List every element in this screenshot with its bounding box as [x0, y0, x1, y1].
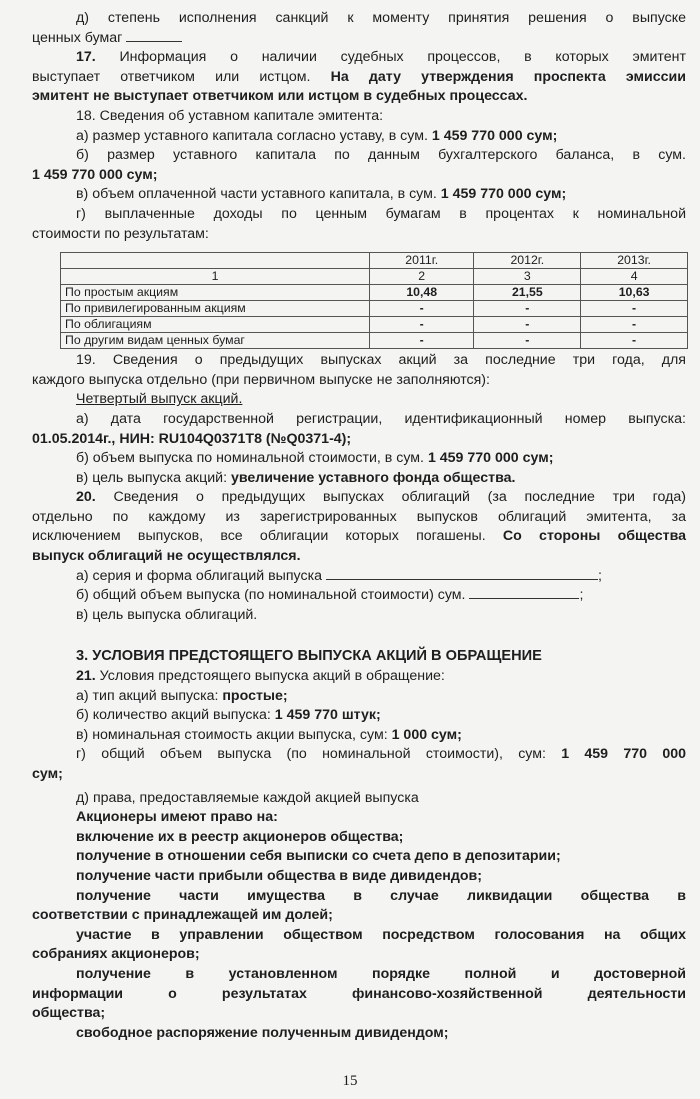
- bold-text: 1 459 770 штук;: [274, 707, 381, 724]
- table-cell: 21,55: [474, 285, 581, 301]
- right-item: [32, 1024, 686, 1044]
- right-item-cont: [32, 985, 686, 1005]
- right-item-cont: [32, 1004, 686, 1024]
- table-header-cell: 2012г.: [474, 253, 581, 269]
- table-cell: 1: [61, 269, 370, 285]
- bold-text: простые;: [222, 687, 288, 704]
- bold-text: выпуск облигаций не осуществлялся.: [32, 548, 301, 565]
- bold-text: 01.05.2014г., НИН: RU104Q0371T8 (№Q0371-4);: [32, 430, 352, 447]
- bold-text: 1 459 770 000: [561, 746, 686, 763]
- section-3-title: 3. УСЛОВИЯ ПРЕДСТОЯЩЕГО ВЫПУСКА АКЦИЙ В ОБРАЩЕНИЕ: [76, 648, 542, 665]
- table-row-label: По облигациям: [61, 317, 370, 333]
- table-header-cell: 2013г.: [581, 253, 688, 269]
- table-cell: -: [474, 333, 581, 349]
- blank-line: [326, 579, 598, 580]
- item-number: 21.: [76, 668, 96, 685]
- table-row: [61, 285, 688, 301]
- bold-text: увеличение уставного фонда общества.: [230, 469, 516, 486]
- bold-text: 1 459 770 000 сум;: [32, 166, 158, 183]
- page-number: 15: [342, 1073, 358, 1089]
- item-18-g-cont: [32, 225, 686, 245]
- table-cell: -: [474, 301, 581, 317]
- bold-text: общества;: [32, 1005, 106, 1022]
- item-21-g: [32, 745, 686, 765]
- table-cell: -: [370, 317, 474, 333]
- text-line: б) количество акций выпуска:: [76, 707, 275, 724]
- item-d-sanctions: [32, 9, 686, 29]
- right-item: [32, 847, 686, 867]
- item-21-a: [32, 687, 686, 707]
- table-cell: -: [474, 317, 581, 333]
- item-17-line2: [32, 68, 686, 88]
- right-item: [32, 926, 686, 946]
- item-19-line2: [32, 371, 686, 391]
- text-line: в) цель выпуска облигаций.: [76, 606, 258, 623]
- item-18-b-value: [32, 166, 686, 186]
- item-20-line4: [32, 547, 686, 567]
- item-21-heading: [32, 667, 686, 687]
- table-cell: 4: [581, 269, 688, 285]
- item-19-a-value: [32, 430, 686, 450]
- item-20-line1: [32, 488, 686, 508]
- right-item: [32, 867, 686, 887]
- table-row-label: По простым акциям: [61, 285, 370, 301]
- bold-text: Акционеры имеют право на:: [76, 809, 278, 826]
- bold-text: эмитент не выступает ответчиком или истцом в судебных процессах.: [32, 88, 528, 105]
- text-line: выступает ответчиком или истцом.: [32, 68, 331, 85]
- table-row-label: По другим видам ценных бумаг: [61, 333, 370, 349]
- item-18-b: [32, 146, 686, 166]
- bold-text: информации о результатах финансово-хозяйственной деятельности: [32, 985, 686, 1002]
- item-21-g-cont: [32, 765, 686, 785]
- table-cell: -: [581, 333, 688, 349]
- bold-text: собраниях акционеров;: [32, 946, 200, 963]
- underlined-text: Четвертый выпуск акций.: [76, 391, 243, 408]
- table-cell: 2: [370, 269, 474, 285]
- text-line: стоимости по результатам:: [32, 225, 209, 242]
- table-cell: -: [370, 301, 474, 317]
- document-page: [0, 9, 700, 1099]
- item-18-g: [32, 205, 686, 225]
- text-line: г) общий объем выпуска (по номинальной стоимости), сум:: [76, 746, 562, 763]
- text-line: д) степень исполнения санкций к моменту принятия решения о выпуске: [76, 10, 686, 26]
- text-line: а) тип акций выпуска:: [76, 687, 223, 704]
- right-item-cont: [32, 906, 686, 926]
- table-header-cell: 2011г.: [370, 253, 474, 269]
- table-colnum-row: [61, 269, 688, 285]
- item-19-b: [32, 449, 686, 469]
- text-line: отдельно по каждому из зарегистрированных выпусков облигаций эмитента, за: [32, 508, 686, 525]
- bold-text: включение их в реестр акционеров общества;: [76, 828, 404, 845]
- bold-text: На дату утверждения проспекта эмиссии: [330, 68, 687, 85]
- text-line: Условия предстоящего выпуска акций в обращение:: [95, 668, 445, 685]
- text-line: 18. Сведения об уставном капитале эмитента:: [76, 107, 384, 124]
- text-line: в) номинальная стоимость акции выпуска, сум:: [76, 726, 392, 743]
- table-cell: -: [581, 317, 688, 333]
- table-cell: 10,63: [581, 285, 688, 301]
- table-cell: 3: [474, 269, 581, 285]
- text-line: а) размер уставного капитала согласно уставу, в сум.: [76, 127, 432, 144]
- text-line: в) цель выпуска акций:: [76, 469, 231, 486]
- item-19-a: [32, 410, 686, 430]
- right-item: [32, 887, 686, 907]
- text-line: исключением выпусков, все облигации которых погашены.: [32, 528, 503, 545]
- bold-text: Со стороны общества: [502, 528, 686, 545]
- bold-text: 1 000 сум;: [391, 726, 462, 743]
- text-line: б) размер уставного капитала по данным бухгалтерского баланса, в сум.: [76, 147, 686, 164]
- rights-heading: [32, 808, 686, 828]
- text-line: а) дата государственной регистрации, идентификационный номер выпуска:: [76, 410, 686, 427]
- bold-text: соответствии с принадлежащей им долей;: [32, 907, 333, 924]
- right-item: [32, 828, 686, 848]
- item-19-issue: [32, 390, 686, 410]
- item-20-b: б) общий объем выпуска (по номинальной стоимости) сум. ;: [76, 587, 584, 604]
- item-18-heading: [32, 107, 686, 127]
- bold-text: получение в установленном порядке полной и достоверной: [76, 965, 686, 982]
- item-18-v: [32, 185, 686, 205]
- item-20-line3: [32, 527, 686, 547]
- bold-text: участие в управлении обществом посредством голосования на общих: [76, 926, 686, 943]
- item-19-line1: [32, 351, 686, 371]
- text-line: б) объем выпуска по номинальной стоимости, в сум.: [76, 450, 428, 467]
- text-line: д) права, предоставляемые каждой акцией выпуска: [76, 789, 419, 806]
- item-number: 17.: [76, 49, 96, 66]
- bold-text: получение части прибыли общества в виде дивидендов;: [76, 867, 482, 884]
- text-line: Информация о наличии судебных процессов, в которых эмитент: [95, 49, 686, 66]
- item-19-v: [32, 469, 686, 489]
- item-21-d: [32, 789, 686, 809]
- table-header-row: [61, 253, 688, 269]
- item-17-line1: [32, 48, 686, 68]
- table-cell: -: [370, 333, 474, 349]
- text-line: 19. Сведения о предыдущих выпусках акций за последние три года, для: [76, 352, 686, 369]
- income-table: [60, 252, 688, 349]
- right-item: [32, 965, 686, 985]
- text-line: б) общий объем выпуска (по номинальной стоимости) сум.: [76, 587, 466, 604]
- bold-text: 1 459 770 000 сум;: [440, 186, 567, 203]
- bold-text: получение части имущества в случае ликвидации общества в: [76, 887, 686, 904]
- bold-text: свободное распоряжение полученным дивидендом;: [76, 1024, 449, 1041]
- table-row: [61, 301, 688, 317]
- table-row: [61, 317, 688, 333]
- item-d-sanctions-cont: [32, 29, 686, 49]
- text-line: Сведения о предыдущих выпусках облигаций (за последние три года): [95, 489, 686, 506]
- table-cell: -: [581, 301, 688, 317]
- item-18-a: [32, 127, 686, 147]
- table-cell: 10,48: [370, 285, 474, 301]
- text-line: в) объем оплаченной части уставного капитала, в сум.: [76, 186, 441, 203]
- bold-text: сум;: [32, 766, 63, 782]
- blank-line: [126, 41, 182, 42]
- table-row-label: По привилегированным акциям: [61, 301, 370, 317]
- item-17-line3: [32, 87, 686, 107]
- bold-text: 1 459 770 000 сум;: [427, 450, 554, 467]
- blank-line: [469, 598, 579, 599]
- item-21-v: [32, 726, 686, 746]
- bold-text: 1 459 770 000 сум;: [431, 127, 558, 144]
- right-item-cont: [32, 945, 686, 965]
- item-20-a: а) серия и форма облигаций выпуска ;: [76, 567, 602, 584]
- item-21-b: [32, 706, 686, 726]
- table-header-cell: [61, 253, 370, 269]
- text-line: ценных бумаг: [32, 29, 123, 46]
- text-line: а) серия и форма облигаций выпуска: [76, 567, 322, 584]
- table-row: [61, 333, 688, 349]
- text-line: г) выплаченные доходы по ценным бумагам в процентах к номинальной: [76, 205, 686, 222]
- item-number: 20.: [76, 489, 96, 506]
- text-line: каждого выпуска отдельно (при первичном выпуске не заполняются):: [32, 371, 490, 388]
- item-20-line2: [32, 508, 686, 528]
- bold-text: получение в отношении себя выписки со счета депо в депозитарии;: [76, 848, 561, 865]
- item-20-v: [32, 606, 686, 626]
